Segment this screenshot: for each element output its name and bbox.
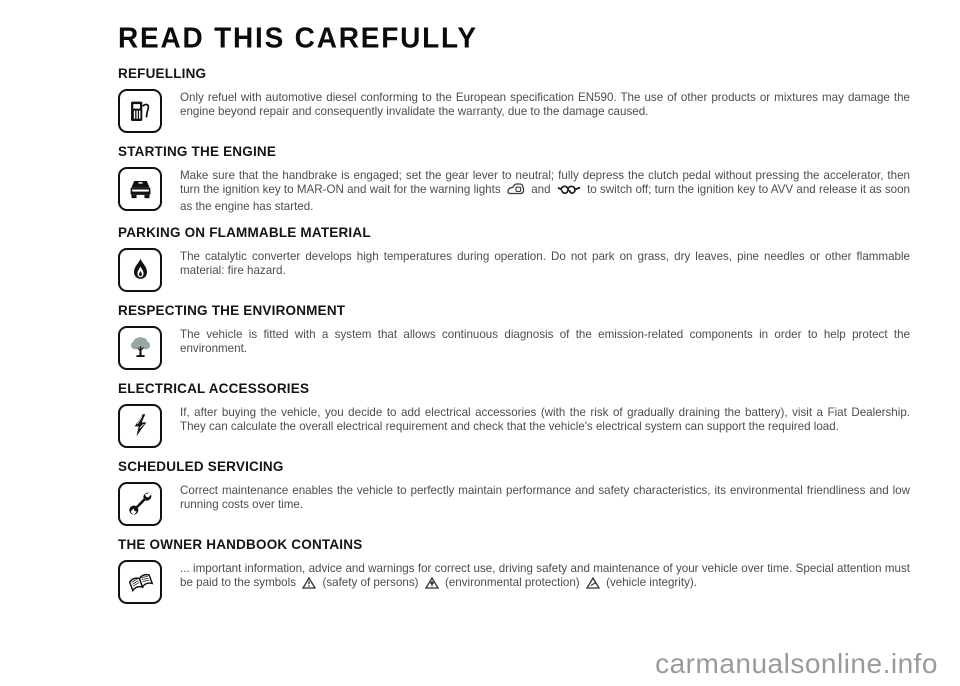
lightning-bolt-icon	[118, 404, 162, 448]
section-heading: PARKING ON FLAMMABLE MATERIAL	[118, 224, 371, 240]
text-segment: (safety of persons)	[322, 575, 419, 589]
section-heading: REFUELLING	[118, 66, 207, 81]
section-heading: RESPECTING THE ENVIRONMENT	[118, 302, 346, 318]
section-heading: STARTING THE ENGINE	[118, 144, 277, 159]
section-text: If, after buying the vehicle, you decide to add electrical accessories (with the risk of gradually draining the battery), visit a Fiat Dealership. They can calculate the overall electrical requirement and check that the vehicle's electrical system can support the required load.	[180, 405, 910, 433]
text-segment: Make sure that the handbrake is engaged; set the gear lever to neutral; fully depress the clutch pedal without pressing the accelerator, then turn the ignition key to MAR-ON and wait for the warning lights	[180, 169, 910, 196]
text-segment: ... important information, advice and warnings for correct use, driving safety and maintenance of your vehicle over time. Special attention must be paid to the symbols	[180, 561, 910, 589]
car-front-icon	[118, 167, 162, 211]
open-book-icon	[118, 560, 162, 604]
wrench-icon	[118, 482, 162, 526]
section-text	[180, 560, 910, 593]
section-text	[180, 167, 910, 214]
text-segment: (environmental protection)	[444, 575, 580, 589]
section-starting-the-engine	[118, 144, 910, 214]
section-electrical-accessories	[118, 381, 910, 448]
warning-triangle-persons-icon	[302, 577, 316, 593]
section-parking-flammable	[118, 225, 910, 292]
section-heading: SCHEDULED SERVICING	[118, 458, 284, 474]
watermark: carmanualsonline.info	[655, 648, 938, 679]
section-heading: ELECTRICAL ACCESSORIES	[118, 380, 310, 396]
text-segment: to switch off; turn the ignition key to AVV and release it as soon as the engine has started.	[180, 182, 910, 213]
section-heading: THE OWNER HANDBOOK CONTAINS	[118, 536, 363, 552]
text-segment: (vehicle integrity).	[606, 575, 697, 589]
injection-warning-light-icon	[507, 183, 525, 200]
page-title: READ THIS CAREFULLY	[118, 22, 478, 54]
section-respecting-environment	[118, 303, 910, 370]
warning-triangle-vehicle-icon	[586, 577, 600, 593]
warning-triangle-environment-icon	[425, 577, 439, 593]
section-scheduled-servicing	[118, 459, 910, 526]
section-text: Correct maintenance enables the vehicle to perfectly maintain performance and safety characteristics, its environmental friendliness and low running costs over time.	[180, 483, 910, 511]
flame-icon	[118, 248, 162, 292]
section-text: Only refuel with automotive diesel conforming to the European specification EN590. The use of other products or mixtures may damage the engine beyond repair and consequently invalidate the warranty, due to the damage caused.	[180, 91, 910, 118]
text-segment: and	[531, 182, 551, 196]
tree-icon	[118, 326, 162, 370]
section-refuelling	[118, 66, 910, 133]
fuel-pump-icon	[118, 89, 162, 133]
section-text: The catalytic converter develops high temperatures during operation. Do not park on grass, dry leaves, pine needles or other flammable material: fire hazard.	[180, 249, 910, 277]
section-owner-handbook	[118, 537, 910, 604]
section-text: The vehicle is fitted with a system that allows continuous diagnosis of the emission-related components in order to help protect the environment.	[180, 327, 910, 355]
glow-plug-warning-light-icon	[557, 184, 581, 200]
